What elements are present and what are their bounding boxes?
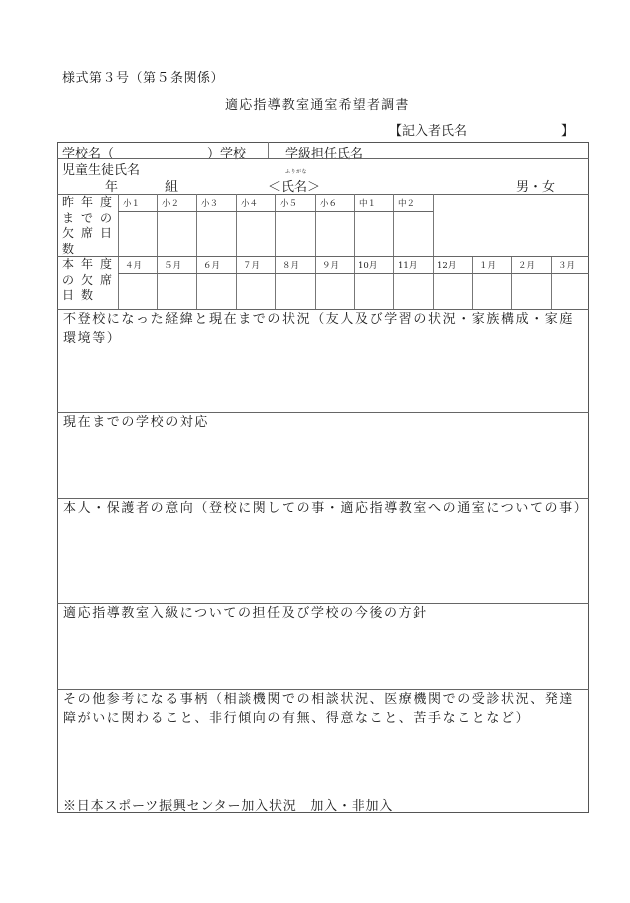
section-background-title: 不登校になった経緯と現在までの状況（友人及び学習の状況・家族構成・家庭環境等）	[63, 312, 575, 346]
col-header-grade: 小６	[320, 199, 338, 209]
section-other-input[interactable]	[58, 730, 588, 792]
recorder-name-label: 【記入者氏名	[389, 124, 468, 139]
col-header-month: ６月	[203, 261, 221, 271]
col-header-month: ８月	[282, 261, 300, 271]
recorder-bracket-close: 】	[561, 124, 575, 139]
col-header-month: 11月	[398, 261, 418, 271]
recorder-name-field[interactable]	[389, 120, 575, 139]
section-intentions-title: 本人・保護者の意向（登校に関しての事・適応指導教室への通室についての事）	[63, 501, 589, 516]
col-header-month: ９月	[322, 261, 340, 271]
divider	[268, 142, 269, 158]
school-name-label: 学校名（	[62, 147, 115, 162]
school-name-input[interactable]	[130, 143, 205, 158]
col-header-month: １月	[479, 261, 497, 271]
col-header-grade: 中１	[359, 199, 377, 209]
col-header-month: 12月	[437, 261, 457, 271]
col-header-grade: 小１	[123, 199, 141, 209]
col-header-grade: 小３	[201, 199, 219, 209]
student-name-label: 児童生徒氏名	[62, 163, 141, 178]
grade-input[interactable]	[62, 176, 102, 192]
class-input[interactable]	[122, 176, 162, 192]
divider	[57, 194, 589, 195]
document-title: 適応指導教室通室希望者調書	[225, 98, 410, 113]
name-label: ＜氏名＞	[268, 180, 321, 195]
section-intentions-input[interactable]	[58, 540, 588, 602]
homeroom-teacher-label: 学級担任氏名	[285, 147, 364, 162]
class-label: 組	[165, 180, 179, 195]
current-absence-label: 本年度 の欠席 日数	[62, 257, 120, 302]
school-suffix-label: ）学校	[207, 147, 247, 162]
col-header-month: ２月	[518, 261, 536, 271]
col-header-month: ７月	[243, 261, 261, 271]
col-header-grade: 小４	[241, 199, 259, 209]
col-header-month: 10月	[358, 261, 378, 271]
gender-select[interactable]: 男・女	[516, 180, 556, 195]
student-name-input[interactable]	[340, 160, 510, 192]
divider	[57, 256, 589, 257]
grade-label: 年	[105, 180, 119, 195]
form-number: 様式第３号（第５条関係）	[62, 71, 225, 86]
prev-absence-inputs[interactable]	[119, 212, 432, 255]
col-header-month: ４月	[125, 261, 143, 271]
col-header-grade: 中２	[398, 199, 416, 209]
section-school-response-input[interactable]	[58, 434, 588, 497]
col-header-month: ３月	[558, 261, 576, 271]
prev-absence-label: 昨年度 までの 欠席日 数	[62, 195, 120, 256]
col-header-grade: 小５	[280, 199, 298, 209]
sports-center-enrollment[interactable]: ※日本スポーツ振興センター加入状況 加入・非加入	[63, 799, 394, 814]
homeroom-teacher-input[interactable]	[375, 143, 585, 158]
current-absence-inputs[interactable]	[119, 274, 588, 308]
section-other-title: その他参考になる事柄（相談機関での相談状況、医療機関での受診状況、発達障がいに関わること、非行傾向の有無、得意なこと、苦手なことなど）	[63, 692, 575, 726]
section-policy-input[interactable]	[58, 625, 588, 688]
furigana-label: ふりがな	[285, 169, 308, 175]
section-school-response-title: 現在までの学校の対応	[63, 415, 210, 430]
section-policy-title: 適応指導教室入級についての担任及び学校の今後の方針	[63, 606, 428, 621]
col-header-grade: 小２	[162, 199, 180, 209]
col-header-month: ５月	[164, 261, 182, 271]
section-background-input[interactable]	[58, 350, 588, 410]
